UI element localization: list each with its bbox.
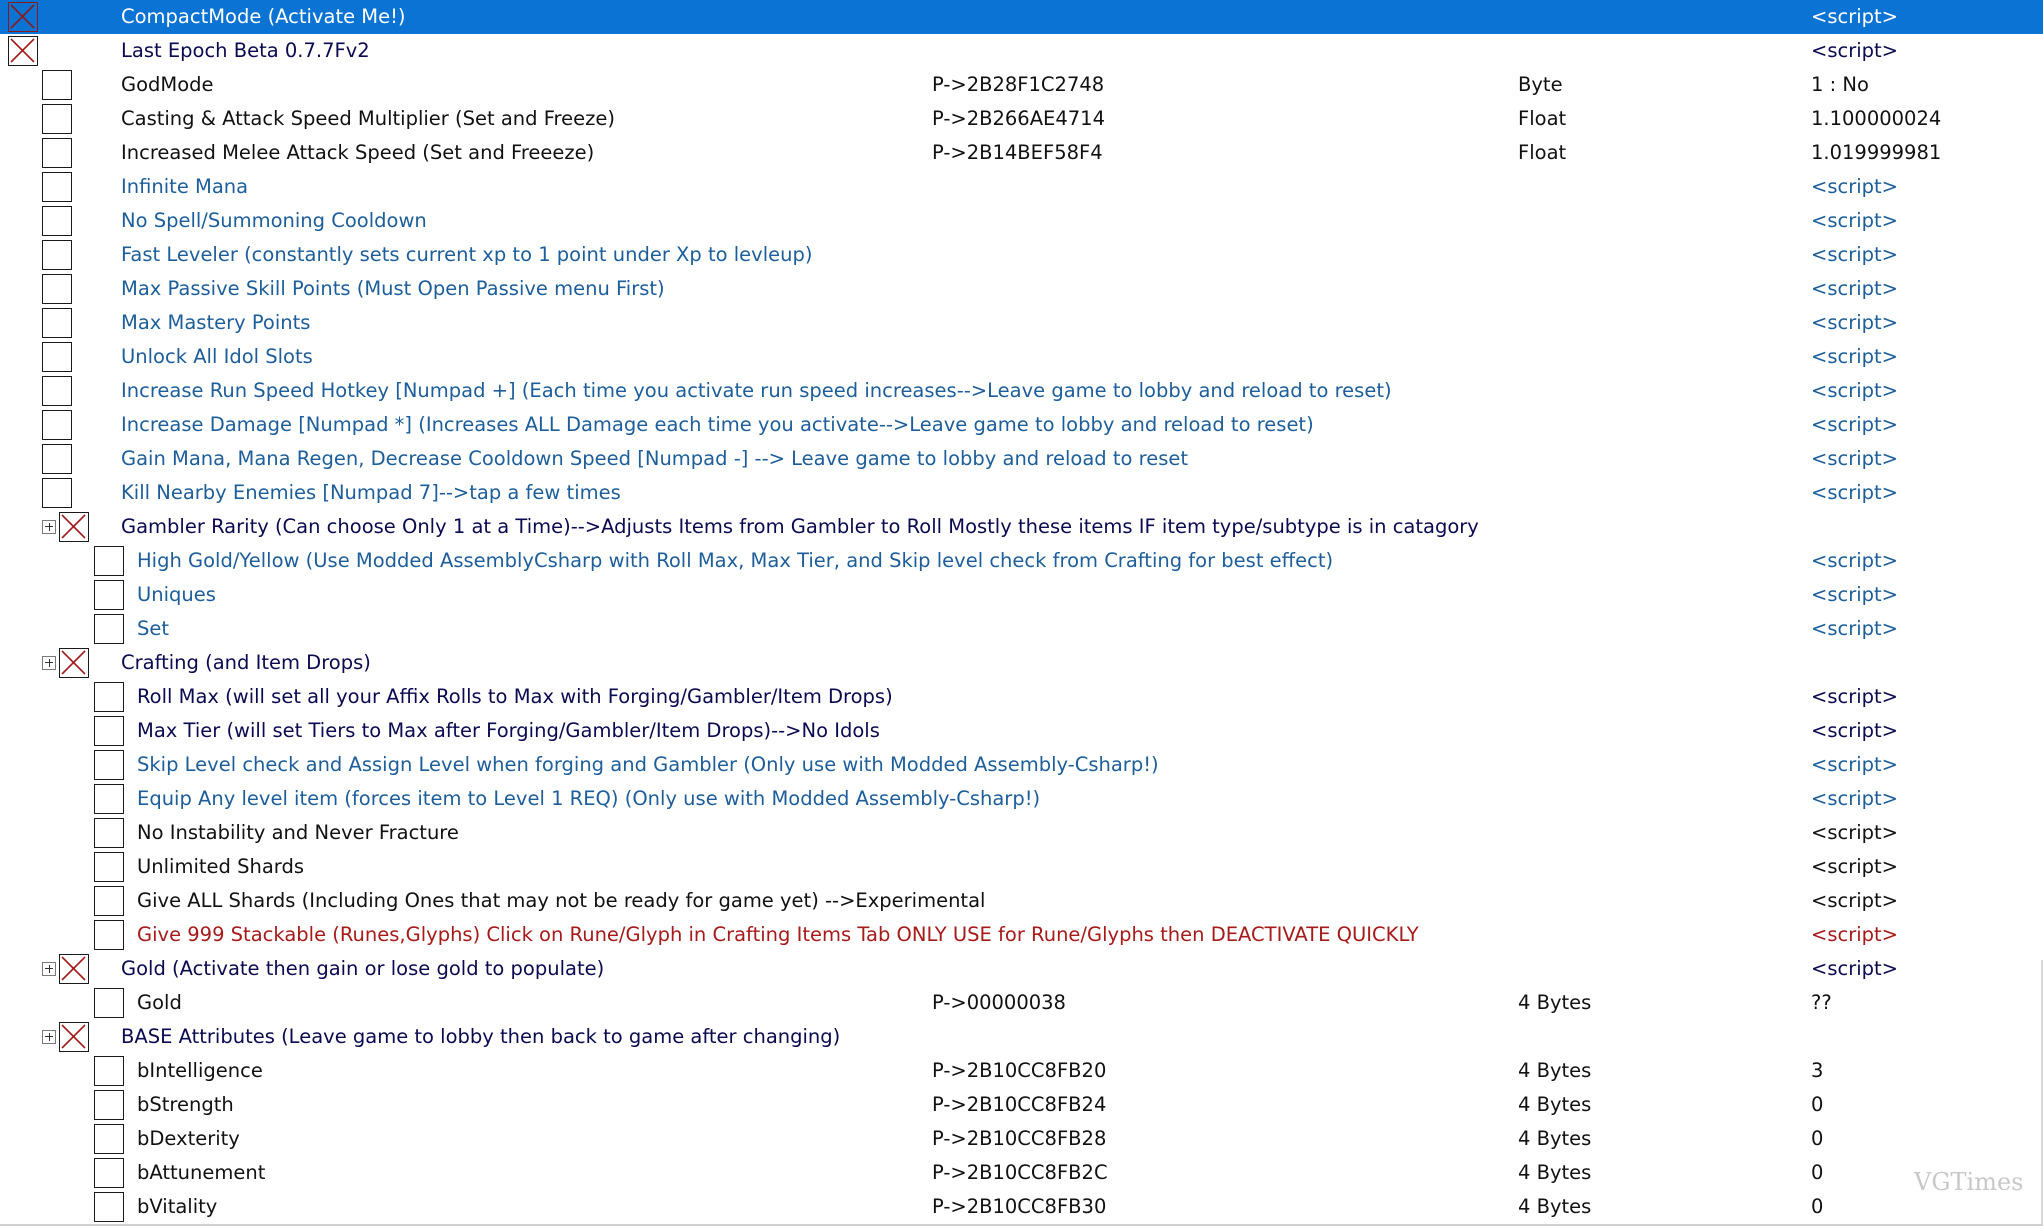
row-value[interactable]: <script> <box>1811 481 1899 504</box>
row-value[interactable]: <script> <box>1811 787 1899 810</box>
table-row-vitality[interactable] <box>0 1190 2043 1224</box>
table-row-dexterity[interactable] <box>0 1122 2043 1156</box>
row-value[interactable]: <script> <box>1811 379 1899 402</box>
row-description: bDexterity <box>137 1127 240 1150</box>
active-checkbox[interactable] <box>94 580 124 610</box>
active-checkbox[interactable] <box>59 1022 89 1052</box>
table-row-max-tier[interactable] <box>0 714 2043 748</box>
row-value[interactable]: <script> <box>1811 719 1899 742</box>
row-description: Unlock All Idol Slots <box>121 345 313 368</box>
row-value[interactable]: <script> <box>1811 175 1899 198</box>
row-type: 4 Bytes <box>1518 1195 1592 1218</box>
table-row-crafting[interactable] <box>0 646 2043 680</box>
active-checkbox[interactable] <box>94 614 124 644</box>
row-value[interactable]: <script> <box>1811 957 1899 980</box>
row-value[interactable]: <script> <box>1811 889 1899 912</box>
active-checkbox[interactable] <box>94 988 124 1018</box>
row-description: Max Passive Skill Points (Must Open Passive menu First) <box>121 277 665 300</box>
cross-check-icon <box>60 955 87 982</box>
watermark: VGTimes <box>1914 1168 2024 1196</box>
table-row-gold[interactable] <box>0 986 2043 1020</box>
row-description: Max Tier (will set Tiers to Max after Forging/Gambler/Item Drops)-->No Idols <box>137 719 880 742</box>
row-description: Casting & Attack Speed Multiplier (Set and Freeze) <box>121 107 615 130</box>
row-value[interactable]: <script> <box>1811 549 1899 572</box>
active-checkbox[interactable] <box>94 1192 124 1222</box>
active-checkbox[interactable] <box>42 410 72 440</box>
row-type: 4 Bytes <box>1518 1093 1592 1116</box>
table-row-fast-leveler[interactable] <box>0 238 2043 272</box>
row-description: GodMode <box>121 73 214 96</box>
row-address: P->2B28F1C2748 <box>932 73 1105 96</box>
row-address: P->2B10CC8FB20 <box>932 1059 1107 1082</box>
active-checkbox[interactable] <box>94 682 124 712</box>
row-address: P->2B266AE4714 <box>932 107 1105 130</box>
row-description: Uniques <box>137 583 216 606</box>
row-value[interactable]: <script> <box>1811 821 1899 844</box>
row-description: Max Mastery Points <box>121 311 311 334</box>
row-value[interactable]: <script> <box>1811 39 1899 62</box>
row-value[interactable]: <script> <box>1811 243 1899 266</box>
active-checkbox[interactable] <box>59 512 89 542</box>
table-row-gambler-rarity[interactable] <box>0 510 2043 544</box>
row-type: Byte <box>1518 73 1563 96</box>
table-row-set[interactable] <box>0 612 2043 646</box>
row-description: bStrength <box>137 1093 234 1116</box>
table-row-godmode[interactable] <box>0 68 2043 102</box>
active-checkbox[interactable] <box>42 70 72 100</box>
row-description: Skip Level check and Assign Level when forging and Gambler (Only use with Modded Assembly-Csharp!) <box>137 753 1159 776</box>
row-address: P->2B10CC8FB24 <box>932 1093 1107 1116</box>
active-checkbox[interactable] <box>94 750 124 780</box>
row-address: P->2B10CC8FB2C <box>932 1161 1108 1184</box>
row-description: Increase Damage [Numpad *] (Increases ALL Damage each time you activate-->Leave game to lobby and reload to reset) <box>121 413 1314 436</box>
row-description: High Gold/Yellow (Use Modded AssemblyCsharp with Roll Max, Max Tier, and Skip level check from Crafting for best effect) <box>137 549 1334 572</box>
row-description: Last Epoch Beta 0.7.7Fv2 <box>121 39 370 62</box>
row-description: Equip Any level item (forces item to Level 1 REQ) (Only use with Modded Assembly-Csharp!) <box>137 787 1041 810</box>
active-checkbox[interactable] <box>94 920 124 950</box>
table-row-no-instability[interactable] <box>0 816 2043 850</box>
row-type: 4 Bytes <box>1518 1127 1592 1150</box>
row-value[interactable]: 1.019999981 <box>1811 141 1942 164</box>
table-row-idol-slots[interactable] <box>0 340 2043 374</box>
table-row-uniques[interactable] <box>0 578 2043 612</box>
table-row-melee-speed[interactable] <box>0 136 2043 170</box>
row-value[interactable]: <script> <box>1811 855 1899 878</box>
active-checkbox[interactable] <box>42 342 72 372</box>
active-checkbox[interactable] <box>59 954 89 984</box>
active-checkbox[interactable] <box>94 1056 124 1086</box>
table-row-gold-group[interactable] <box>0 952 2043 986</box>
row-description: Gain Mana, Mana Regen, Decrease Cooldown Speed [Numpad -] --> Leave game to lobby and reload to reset <box>121 447 1189 470</box>
row-type: 4 Bytes <box>1518 1059 1592 1082</box>
row-value[interactable]: <script> <box>1811 923 1899 946</box>
row-description: BASE Attributes (Leave game to lobby then back to game after changing) <box>121 1025 841 1048</box>
row-description: bVitality <box>137 1195 218 1218</box>
row-value[interactable]: <script> <box>1811 685 1899 708</box>
cross-check-icon <box>60 1023 87 1050</box>
row-description: Gold <box>137 991 182 1014</box>
row-description: Give ALL Shards (Including Ones that may not be ready for game yet) -->Experimental <box>137 889 986 912</box>
active-checkbox[interactable] <box>8 36 38 66</box>
expand-plus-icon[interactable] <box>42 1030 56 1044</box>
row-value[interactable]: <script> <box>1811 753 1899 776</box>
table-row-give-999[interactable] <box>0 918 2043 952</box>
cross-check-icon <box>60 513 87 540</box>
expand-plus-icon[interactable] <box>42 520 56 534</box>
active-checkbox[interactable] <box>42 444 72 474</box>
table-row-kill-enemies[interactable] <box>0 476 2043 510</box>
expand-plus-icon[interactable] <box>42 656 56 670</box>
row-description: Gambler Rarity (Can choose Only 1 at a Time)-->Adjusts Items from Gambler to Roll Mostly these items IF item type/subtype is in catagory <box>121 515 1479 538</box>
row-type: 4 Bytes <box>1518 991 1592 1014</box>
expand-plus-icon[interactable] <box>42 962 56 976</box>
row-address: P->2B14BEF58F4 <box>932 141 1103 164</box>
row-value[interactable]: 1 : No <box>1811 73 1869 96</box>
table-row-infinite-mana[interactable] <box>0 170 2043 204</box>
active-checkbox[interactable] <box>59 648 89 678</box>
table-row-unlimited-shards[interactable] <box>0 850 2043 884</box>
row-description: Give 999 Stackable (Runes,Glyphs) Click on Rune/Glyph in Crafting Items Tab ONLY USE for Rune/Glyphs then DEACTIVATE QUICKLY <box>137 923 1419 946</box>
row-address: P->2B10CC8FB28 <box>932 1127 1107 1150</box>
table-row-give-all-shards[interactable] <box>0 884 2043 918</box>
row-value[interactable]: 3 <box>1811 1059 1824 1082</box>
active-checkbox[interactable] <box>42 376 72 406</box>
cross-check-icon <box>60 649 87 676</box>
table-row-attunement[interactable] <box>0 1156 2043 1190</box>
table-row-strength[interactable] <box>0 1088 2043 1122</box>
row-value[interactable]: 0 <box>1811 1093 1824 1116</box>
row-description: Set <box>137 617 170 640</box>
row-description: Increased Melee Attack Speed (Set and Freeeze) <box>121 141 595 164</box>
table-row-compact-mode[interactable] <box>0 0 2043 34</box>
row-description: Gold (Activate then gain or lose gold to populate) <box>121 957 605 980</box>
row-description: No Spell/Summoning Cooldown <box>121 209 427 232</box>
active-checkbox[interactable] <box>94 546 124 576</box>
table-row-no-cooldown[interactable] <box>0 204 2043 238</box>
table-row-roll-max[interactable] <box>0 680 2043 714</box>
table-row-high-gold[interactable] <box>0 544 2043 578</box>
active-checkbox[interactable] <box>94 1158 124 1188</box>
row-value[interactable]: <script> <box>1811 413 1899 436</box>
row-description: bIntelligence <box>137 1059 263 1082</box>
active-checkbox[interactable] <box>94 852 124 882</box>
row-value[interactable]: <script> <box>1811 311 1899 334</box>
table-row-increase-damage[interactable] <box>0 408 2043 442</box>
active-checkbox[interactable] <box>94 886 124 916</box>
row-value[interactable]: 1.100000024 <box>1811 107 1942 130</box>
table-row-skip-level[interactable] <box>0 748 2043 782</box>
active-checkbox[interactable] <box>8 2 38 32</box>
active-checkbox[interactable] <box>42 478 72 508</box>
table-row-base-attributes[interactable] <box>0 1020 2043 1054</box>
table-row-casting-speed[interactable] <box>0 102 2043 136</box>
row-value[interactable]: 0 <box>1811 1127 1824 1150</box>
row-address: P->00000038 <box>932 991 1066 1014</box>
row-description: bAttunement <box>137 1161 266 1184</box>
row-value[interactable]: 0 <box>1811 1195 1824 1218</box>
row-description: Infinite Mana <box>121 175 249 198</box>
row-type: 4 Bytes <box>1518 1161 1592 1184</box>
table-row-max-mastery[interactable] <box>0 306 2043 340</box>
active-checkbox[interactable] <box>42 172 72 202</box>
cross-check-icon <box>9 37 36 64</box>
active-checkbox[interactable] <box>42 240 72 270</box>
row-description: Increase Run Speed Hotkey [Numpad +] (Each time you activate run speed increases-->Leave game to lobby and reload to reset) <box>121 379 1392 402</box>
row-description: Roll Max (will set all your Affix Rolls to Max with Forging/Gambler/Item Drops) <box>137 685 893 708</box>
row-value[interactable]: 0 <box>1811 1161 1824 1184</box>
table-row-equip-any[interactable] <box>0 782 2043 816</box>
active-checkbox[interactable] <box>94 1124 124 1154</box>
active-checkbox[interactable] <box>42 274 72 304</box>
row-value[interactable]: <script> <box>1811 345 1899 368</box>
active-checkbox[interactable] <box>42 138 72 168</box>
row-type: Float <box>1518 107 1567 130</box>
row-address: P->2B10CC8FB30 <box>932 1195 1107 1218</box>
row-type: Float <box>1518 141 1567 164</box>
row-description: Kill Nearby Enemies [Numpad 7]-->tap a few times <box>121 481 621 504</box>
active-checkbox[interactable] <box>94 716 124 746</box>
row-description: Fast Leveler (constantly sets current xp to 1 point under Xp to levleup) <box>121 243 813 266</box>
active-checkbox[interactable] <box>42 308 72 338</box>
active-checkbox[interactable] <box>94 784 124 814</box>
active-checkbox[interactable] <box>94 818 124 848</box>
row-value[interactable]: <script> <box>1811 617 1899 640</box>
row-value[interactable]: <script> <box>1811 209 1899 232</box>
table-row-gain-mana[interactable] <box>0 442 2043 476</box>
cross-check-icon <box>9 3 36 30</box>
row-description: CompactMode (Activate Me!) <box>121 5 406 28</box>
row-description: No Instability and Never Fracture <box>137 821 459 844</box>
row-value[interactable]: ?? <box>1811 991 1832 1014</box>
active-checkbox[interactable] <box>94 1090 124 1120</box>
table-row-intelligence[interactable] <box>0 1054 2043 1088</box>
row-value[interactable]: <script> <box>1811 447 1899 470</box>
row-description: Crafting (and Item Drops) <box>121 651 371 674</box>
row-value[interactable]: <script> <box>1811 277 1899 300</box>
table-row-max-passive[interactable] <box>0 272 2043 306</box>
active-checkbox[interactable] <box>42 206 72 236</box>
active-checkbox[interactable] <box>42 104 72 134</box>
row-value[interactable]: <script> <box>1811 583 1899 606</box>
table-row-run-speed[interactable] <box>0 374 2043 408</box>
row-description: Unlimited Shards <box>137 855 304 878</box>
row-value[interactable]: <script> <box>1811 5 1899 28</box>
table-row-last-epoch[interactable] <box>0 34 2043 68</box>
